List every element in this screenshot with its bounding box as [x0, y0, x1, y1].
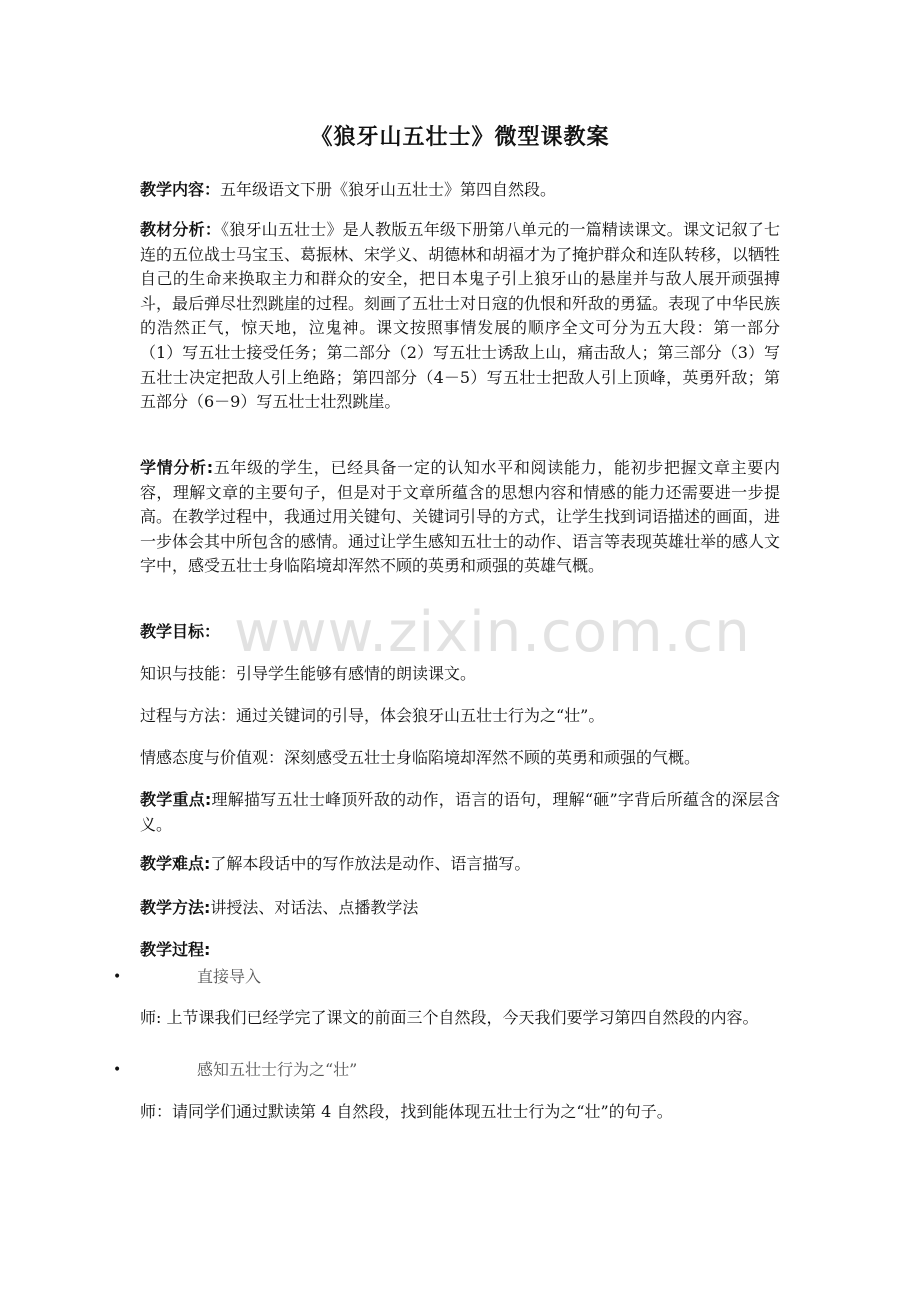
bullet-icon: •: [113, 969, 122, 985]
material-analysis-label: 教材分析：: [140, 220, 222, 239]
document-title: 《狼牙山五壮士》微型课教案: [310, 125, 610, 150]
process-step-title: 感知五壮士行为之“壮”: [197, 1060, 358, 1079]
difficulties-text: 了解本段话中的写作放法是动作、语言描写。: [210, 854, 531, 873]
difficulties: [140, 852, 780, 877]
learner-analysis: [140, 456, 780, 579]
bullet-icon: •: [113, 1062, 122, 1078]
key-points: [140, 788, 780, 837]
key-points-text: 理解描写五壮士峰顶歼敌的动作，语言的语句，理解“砸”字背后所蕴含的深层含义。: [140, 790, 780, 834]
difficulties-label: 教学难点:: [140, 854, 211, 873]
teaching-methods: [140, 896, 780, 921]
teaching-content: [140, 178, 780, 203]
watermark: www.zixin.com.cn: [234, 600, 751, 665]
teaching-content-label: 教学内容：: [140, 180, 221, 199]
material-analysis: [140, 218, 780, 415]
teaching-goals-heading: [140, 620, 780, 645]
process-step-text: 师: 上节课我们已经学完了课文的前面三个自然段，今天我们要学习第四自然段的内容。: [140, 1008, 759, 1027]
teaching-process-label: 教学过程:: [140, 940, 211, 959]
goal-item: 知识与技能：引导学生能够有感情的朗读课文。: [140, 664, 477, 683]
learner-analysis-label: 学情分析:: [140, 458, 214, 477]
material-analysis-text: 《狼牙山五壮士》是人教版五年级下册第八单元的一篇精读课文。课文记叙了七连的五位战士马宝玉、葛振林、宋学义、胡德林和胡福才为了掩护群众和连队转移，以牺牲自己的生命来换取主力和群众的安全，把日本鬼子引上狼牙山的悬崖并与敌人展开顽强搏斗，最后弹尽壮烈跳崖的过程。刻画了五壮士对日寇的仇恨和歼敌的勇猛。表现了中华民族的浩然正气，惊天地，泣鬼神。课文按照事情发展的顺序全文可分为五大段：第一部分（1）写五壮士接受任务；第二部分（2）写五壮士诱敌上山，痛击敌人；第三部分（3）写五壮士决定把敌人引上绝路；第四部分（4－5）写五壮士把敌人引上顶峰，英勇歼敌；第五部分（6－9）写五壮士壮烈跳崖。: [140, 220, 781, 412]
teaching-content-text: 五年级语文下册《狼牙山五壮士》第四自然段。: [220, 180, 557, 199]
process-step-title: 直接导入: [197, 967, 262, 986]
teaching-process-heading: [140, 938, 780, 963]
teaching-methods-label: 教学方法:: [140, 898, 211, 917]
goal-item: 情感态度与价值观：深刻感受五壮士身临陷境却浑然不顾的英勇和顽强的气概。: [140, 748, 701, 767]
goal-item: 过程与方法：通过关键词的引导，体会狼牙山五壮士行为之“壮”。: [140, 706, 605, 725]
key-points-label: 教学重点:: [140, 790, 212, 809]
process-step-text: 师：请同学们通过默读第 4 自然段，找到能体现五壮士行为之“壮”的句子。: [140, 1102, 673, 1121]
teaching-goals-label: 教学目标：: [140, 622, 221, 641]
teaching-methods-text: 讲授法、对话法、点播教学法: [210, 898, 419, 917]
learner-analysis-text: 五年级的学生，已经具备一定的认知水平和阅读能力，能初步把握文章主要内容，理解文章的主要句子，但是对于文章所蕴含的思想内容和情感的能力还需要进一步提高。在教学过程中，我通过用关键句、关键词引导的方式，让学生找到词语描述的画面，进一步体会其中所包含的感情。通过让学生感知五壮士的动作、语言等表现英雄壮举的感人文字中，感受五壮士身临陷境却浑然不顾的英勇和顽强的英雄气概。: [140, 458, 781, 576]
